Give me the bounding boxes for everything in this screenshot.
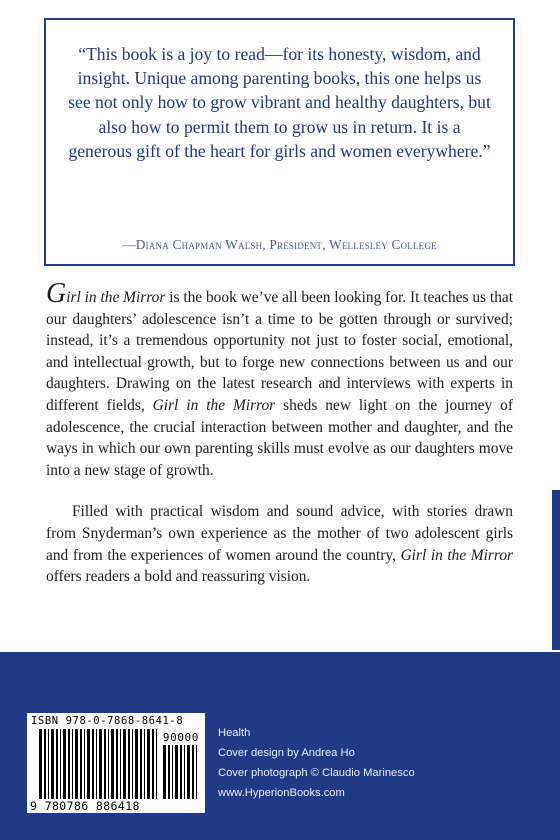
description-paragraph-2 [46,501,513,587]
testimonial-attribution: —Diana Chapman Walsh, President, Wellesley College [122,237,437,252]
description-text: Filled with practical wisdom and sound advice, with stories drawn from Snyderman’s own experience as the mother of two adolescent girls and from the experiences of women around the country, [46,503,513,564]
description-paragraph-1 [46,278,513,481]
testimonial-box [44,18,515,266]
website-link[interactable]: www.HyperionBooks.com [218,787,345,799]
description-text: offers readers a bold and reassuring vision. [46,568,311,586]
cover-design-credit: Cover design by Andrea Ho [218,747,355,759]
cover-photo-credit: Cover photograph © Claudio Marinesco [218,767,415,779]
book-title-ref: Girl in the Mirror [152,396,276,414]
isbn-number: ISBN 978-0-7868-8641-8 [31,715,184,727]
description-text: is the book we’ve all been looking for. It teaches us that our daughters’ adolescence isn’t a time to be gotten through or survived; instead, it’s a tremendous opportunity not just to foster social, emotional, and intellectual growth, but to forge new connections between us and our daughters. Drawing on the latest research and interviews with experts in different fields, [46,289,513,414]
price-code: 90000 [162,731,199,744]
book-title-ref: Girl in the Mirror [400,546,513,564]
book-title-ref: irl in the Mirror [66,289,166,306]
category-label: Health [218,727,251,739]
ean-digits [27,713,205,813]
drop-cap: G [46,278,67,309]
decorative-stripe [552,490,560,650]
book-description [46,278,513,588]
testimonial-quote: “This book is a joy to read—for its honesty, wisdom, and insight. Unique among parenting books, this one helps us see not only how to grow vibrant and healthy daughters, but also how to permit them to grow us in return. It is a generous gift of the heart for girls and women everywhere.” [68,44,491,161]
credits-block [218,723,438,803]
ean-text: 9 780786 886418 [30,799,140,813]
barcode-panel [27,713,205,813]
description-text: sheds new light on the journey of adolescence, the crucial interaction between mother and daughter, and the ways in which our own parenting skills must evolve as our daughters move into a new stage of growth. [46,396,513,479]
